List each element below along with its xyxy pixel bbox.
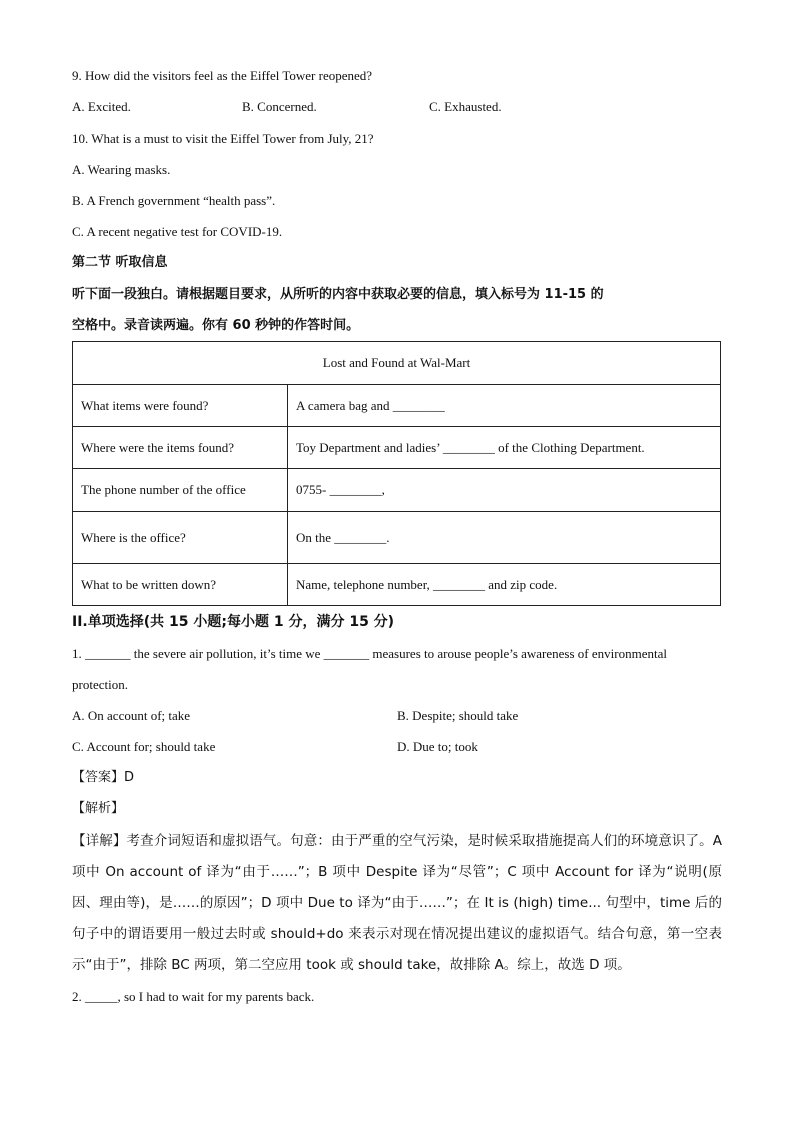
section-2-title: 第二节 听取信息 [72,255,168,270]
mc-1-stem-line1: 1. _______ the severe air pollution, it’s time we _______ measures to arouse people’s awareness of environmental [72,646,667,661]
table-row [73,564,721,606]
table-answer-cell: Toy Department and ladies’ ________ of the Clothing Department. [288,427,721,469]
mc-1-stem-line2: protection. [72,677,128,692]
table-row [73,469,721,512]
table-question-cell: Where is the office? [73,512,288,564]
section-2-instructions-line1: 听下面一段独白。请根据题目要求，从所听的内容中获取必要的信息，填入标号为 11-15 的 [72,287,604,302]
table-question-cell: The phone number of the office [73,469,288,512]
table-answer-cell: On the ________. [288,512,721,564]
mc1-option-d: D. Due to; took [397,739,478,754]
q9-option-c: C. Exhausted. [429,99,502,114]
table-answer-cell: A camera bag and ________ [288,385,721,427]
table-question-cell: What to be written down? [73,564,288,606]
q10-option-b: B. A French government “health pass”. [72,193,276,208]
mc1-option-a: A. On account of; take [72,708,191,723]
q9-option-a: A. Excited. [72,99,131,114]
table-answer-cell: 0755- ________, [288,469,721,512]
mc1-analysis-label: 【解析】 [72,801,125,816]
mc1-detail: 【详解】考查介词短语和虚拟语气。句意：由于严重的空气污染，是时候采取措施提高人们的环境意识了。A 项中 On account of 译为“由于……”；B 项中 Despite 译为“尽管”；C 项中 Account for 译为“说明(原因、理由等)，是……的原因”；D 项中 Due to 译为“由于……”；在 It is (high) time... 句型中，time 后的句子中的谓语要用一般过去时或 should+do 来表示对现在情况提出建议的虚拟语气。结合句意，第一空表示“由于”，排除 BC 两项，第二空应用 took 或 should take，故排除 A。综上，故选 D 项。 [72,833,722,973]
mc1-option-b: B. Despite; should take [397,708,519,723]
part-2-title: II.单项选择(共 15 小题;每小题 1 分，满分 15 分) [72,614,395,630]
table-header: Lost and Found at Wal-Mart [73,342,721,385]
question-10-stem: 10. What is a must to visit the Eiffel Tower from July, 21? [72,131,374,146]
mc-2-stem: 2. _____, so I had to wait for my parents back. [72,989,315,1004]
section-2-instructions-line2: 空格中。录音读两遍。你有 60 秒钟的作答时间。 [72,318,360,333]
question-9-stem: 9. How did the visitors feel as the Eiffel Tower reopened? [72,68,373,83]
table-row [73,385,721,427]
table-answer-cell: Name, telephone number, ________ and zip code. [288,564,721,606]
q10-option-c: C. A recent negative test for COVID-19. [72,224,283,239]
table-row [73,512,721,564]
lost-and-found-table [72,341,721,606]
mc1-answer: 【答案】D [72,770,135,785]
table-header-row [73,342,721,385]
q9-option-b: B. Concerned. [242,99,317,114]
table-question-cell: Where were the items found? [73,427,288,469]
q10-option-a: A. Wearing masks. [72,162,171,177]
mc1-option-c: C. Account for; should take [72,739,216,754]
table-question-cell: What items were found? [73,385,288,427]
table-row [73,427,721,469]
